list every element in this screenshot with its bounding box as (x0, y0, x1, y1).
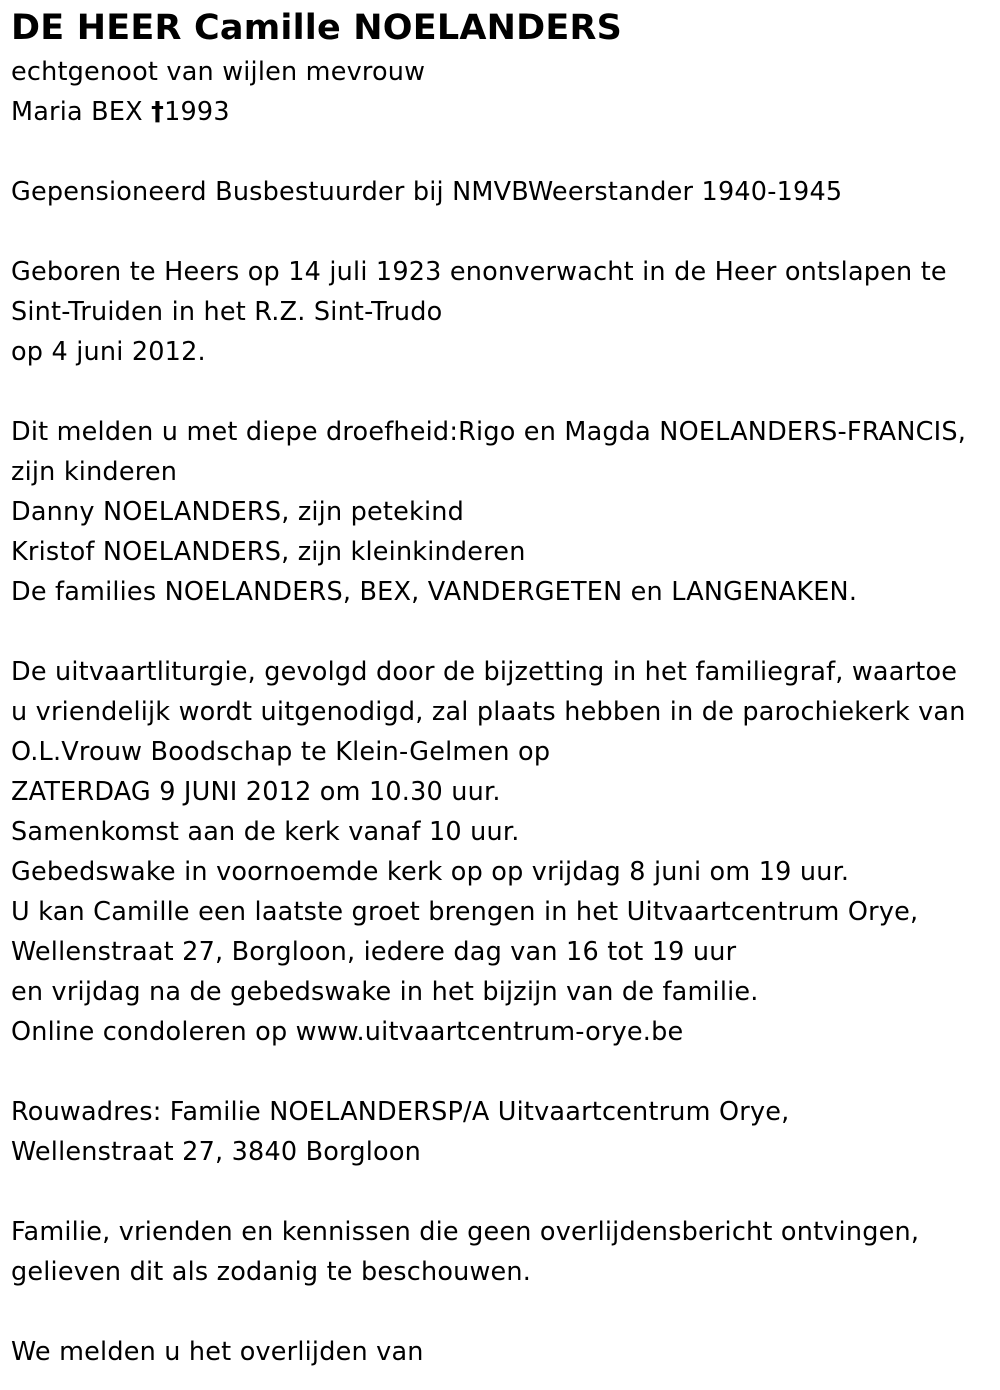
closing-line: We melden u het overlijden van (11, 1337, 424, 1367)
spacer (11, 612, 996, 652)
funeral-line: ZATERDAG 9 JUNI 2012 om 10.30 uur. (11, 777, 501, 807)
funeral-line: De uitvaartliturgie, gevolgd door de bijzetting in het familiegraf, waartoe (11, 657, 958, 687)
condolence-line: Online condoleren op www.uitvaartcentrum-orye.be (11, 1017, 684, 1047)
obituary-document (11, 0, 996, 1372)
spacer (11, 212, 996, 252)
spouse-name: Maria BEX (11, 97, 152, 127)
funeral-line: U kan Camille een laatste groet brengen in het Uitvaartcentrum Orye, (11, 897, 919, 927)
family-line: Dit melden u met diepe droefheid:Rigo en Magda NOELANDERS-FRANCIS, (11, 417, 967, 447)
address-line: Wellenstraat 27, 3840 Borgloon (11, 1137, 421, 1167)
funeral-line: u vriendelijk wordt uitgenodigd, zal plaats hebben in de parochiekerk van (11, 697, 966, 727)
spacer (11, 1292, 996, 1332)
family-line: De families NOELANDERS, BEX, VANDERGETEN en LANGENAKEN. (11, 577, 858, 607)
family-line: Kristof NOELANDERS, zijn kleinkinderen (11, 537, 526, 567)
occupation-line: Gepensioneerd Busbestuurder bij NMVBWeerstander 1940-1945 (11, 177, 843, 207)
birth-death-line: op 4 juni 2012. (11, 337, 206, 367)
spacer (11, 132, 996, 172)
family-line: Danny NOELANDERS, zijn petekind (11, 497, 464, 527)
notice-line: gelieven dit als zodanig te beschouwen. (11, 1257, 532, 1287)
spouse-name-line (11, 92, 996, 132)
cross-icon: † (151, 97, 165, 127)
address-line: Rouwadres: Familie NOELANDERSP/A Uitvaartcentrum Orye, (11, 1097, 790, 1127)
funeral-line: Gebedswake in voornoemde kerk op op vrijdag 8 juni om 19 uur. (11, 857, 850, 887)
funeral-line: Samenkomst aan de kerk vanaf 10 uur. (11, 817, 520, 847)
birth-death-line: Geboren te Heers op 14 juli 1923 enonverwacht in de Heer ontslapen te (11, 257, 947, 287)
funeral-line: en vrijdag na de gebedswake in het bijzijn van de familie. (11, 977, 759, 1007)
family-line: zijn kinderen (11, 457, 178, 487)
deceased-name-heading: DE HEER Camille NOELANDERS (11, 8, 623, 48)
funeral-line: O.L.Vrouw Boodschap te Klein-Gelmen op (11, 737, 551, 767)
spouse-line: echtgenoot van wijlen mevrouw (11, 57, 426, 87)
spacer (11, 1052, 996, 1092)
spacer (11, 372, 996, 412)
notice-line: Familie, vrienden en kennissen die geen overlijdensbericht ontvingen, (11, 1217, 920, 1247)
spouse-death-year: 1993 (164, 97, 230, 127)
spacer (11, 1172, 996, 1212)
funeral-line: Wellenstraat 27, Borgloon, iedere dag van 16 tot 19 uur (11, 937, 737, 967)
birth-death-line: Sint-Truiden in het R.Z. Sint-Trudo (11, 297, 443, 327)
